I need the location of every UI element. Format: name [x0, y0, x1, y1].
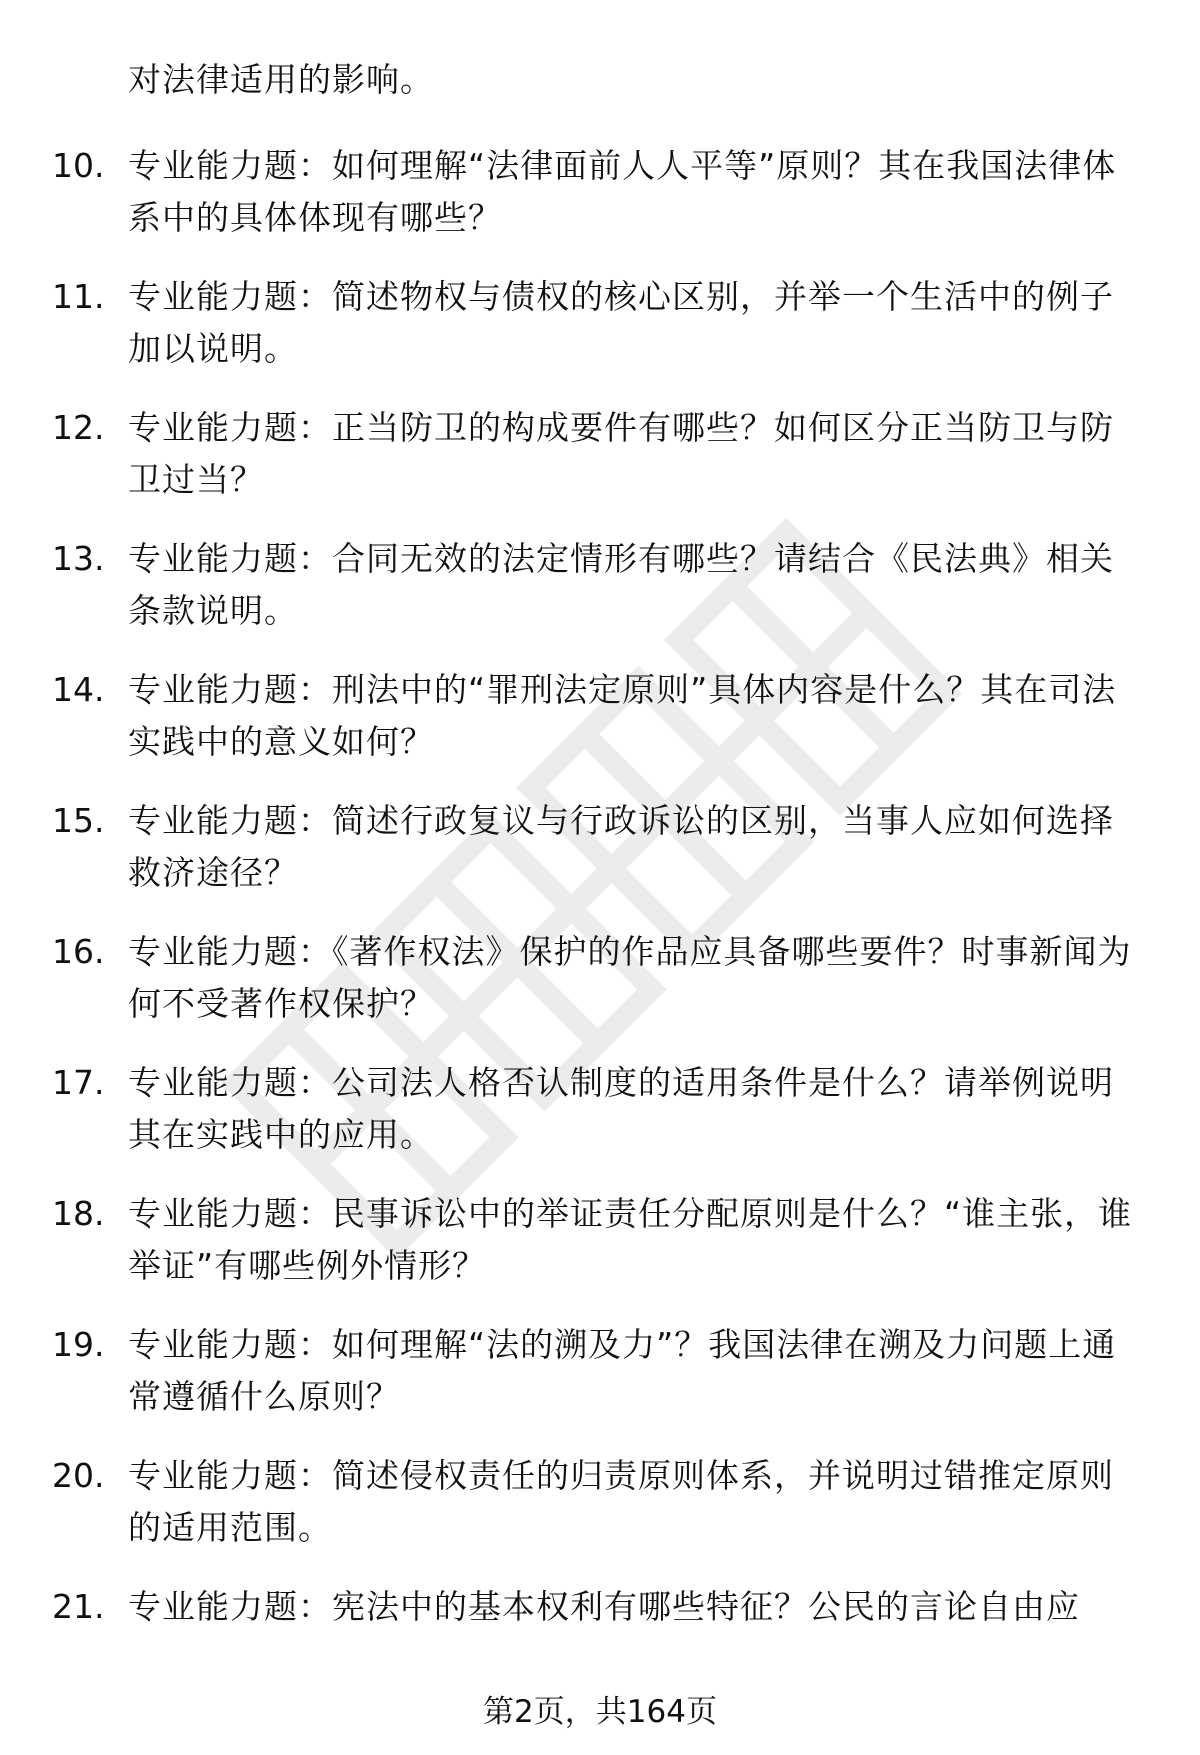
- question-item: [0, 402, 1200, 533]
- question-number: 20.: [52, 1456, 105, 1495]
- page-footer: 第2页，共164页: [483, 1694, 717, 1730]
- question-number: 18.: [52, 1194, 105, 1233]
- question-item: [0, 140, 1200, 271]
- question-number: 12.: [52, 408, 105, 447]
- question-text: 专业能力题：简述行政复议与行政诉讼的区别，当事人应如何选择救济途径？: [128, 801, 1114, 892]
- question-text: 专业能力题：正当防卫的构成要件有哪些？如何区分正当防卫与防卫过当？: [128, 408, 1114, 499]
- question-number: 10.: [52, 146, 105, 185]
- question-item: [0, 1188, 1200, 1319]
- question-item: [0, 664, 1200, 795]
- question-item: [0, 1450, 1200, 1581]
- question-list: [0, 140, 1200, 1712]
- question-number: 21.: [52, 1587, 105, 1626]
- continued-text: 对法律适用的影响。: [128, 60, 434, 99]
- question-text: 专业能力题：合同无效的法定情形有哪些？请结合《民法典》相关条款说明。: [128, 539, 1114, 630]
- question-number: 15.: [52, 801, 105, 840]
- question-text: 专业能力题：《著作权法》保护的作品应具备哪些要件？时事新闻为何不受著作权保护？: [128, 932, 1132, 1023]
- question-number: 19.: [52, 1325, 105, 1364]
- question-number: 13.: [52, 539, 105, 578]
- question-item: [0, 926, 1200, 1057]
- question-item: [0, 795, 1200, 926]
- question-number: 17.: [52, 1063, 105, 1102]
- question-text: 专业能力题：简述侵权责任的归责原则体系，并说明过错推定原则的适用范围。: [128, 1456, 1114, 1547]
- question-item: [0, 271, 1200, 402]
- question-text: 专业能力题：如何理解“法律面前人人平等”原则？其在我国法律体系中的具体体现有哪些？: [128, 146, 1117, 237]
- question-number: 16.: [52, 932, 105, 971]
- question-text: 专业能力题：公司法人格否认制度的适用条件是什么？请举例说明其在实践中的应用。: [128, 1063, 1114, 1154]
- question-item: [0, 1319, 1200, 1450]
- question-number: 14.: [52, 670, 105, 709]
- question-text: 专业能力题：简述物权与债权的核心区别，并举一个生活中的例子加以说明。: [128, 277, 1114, 368]
- question-text: 专业能力题：民事诉讼中的举证责任分配原则是什么？“谁主张，谁举证”有哪些例外情形？: [128, 1194, 1133, 1285]
- question-text: 专业能力题：宪法中的基本权利有哪些特征？公民的言论自由应: [128, 1587, 1080, 1626]
- question-text: 专业能力题：刑法中的“罪刑法定原则”具体内容是什么？其在司法实践中的意义如何？: [128, 670, 1117, 761]
- question-item: [0, 1057, 1200, 1188]
- question-text: 专业能力题：如何理解“法的溯及力”？我国法律在溯及力问题上通常遵循什么原则？: [128, 1325, 1117, 1416]
- question-item: [0, 533, 1200, 664]
- question-number: 11.: [52, 277, 105, 316]
